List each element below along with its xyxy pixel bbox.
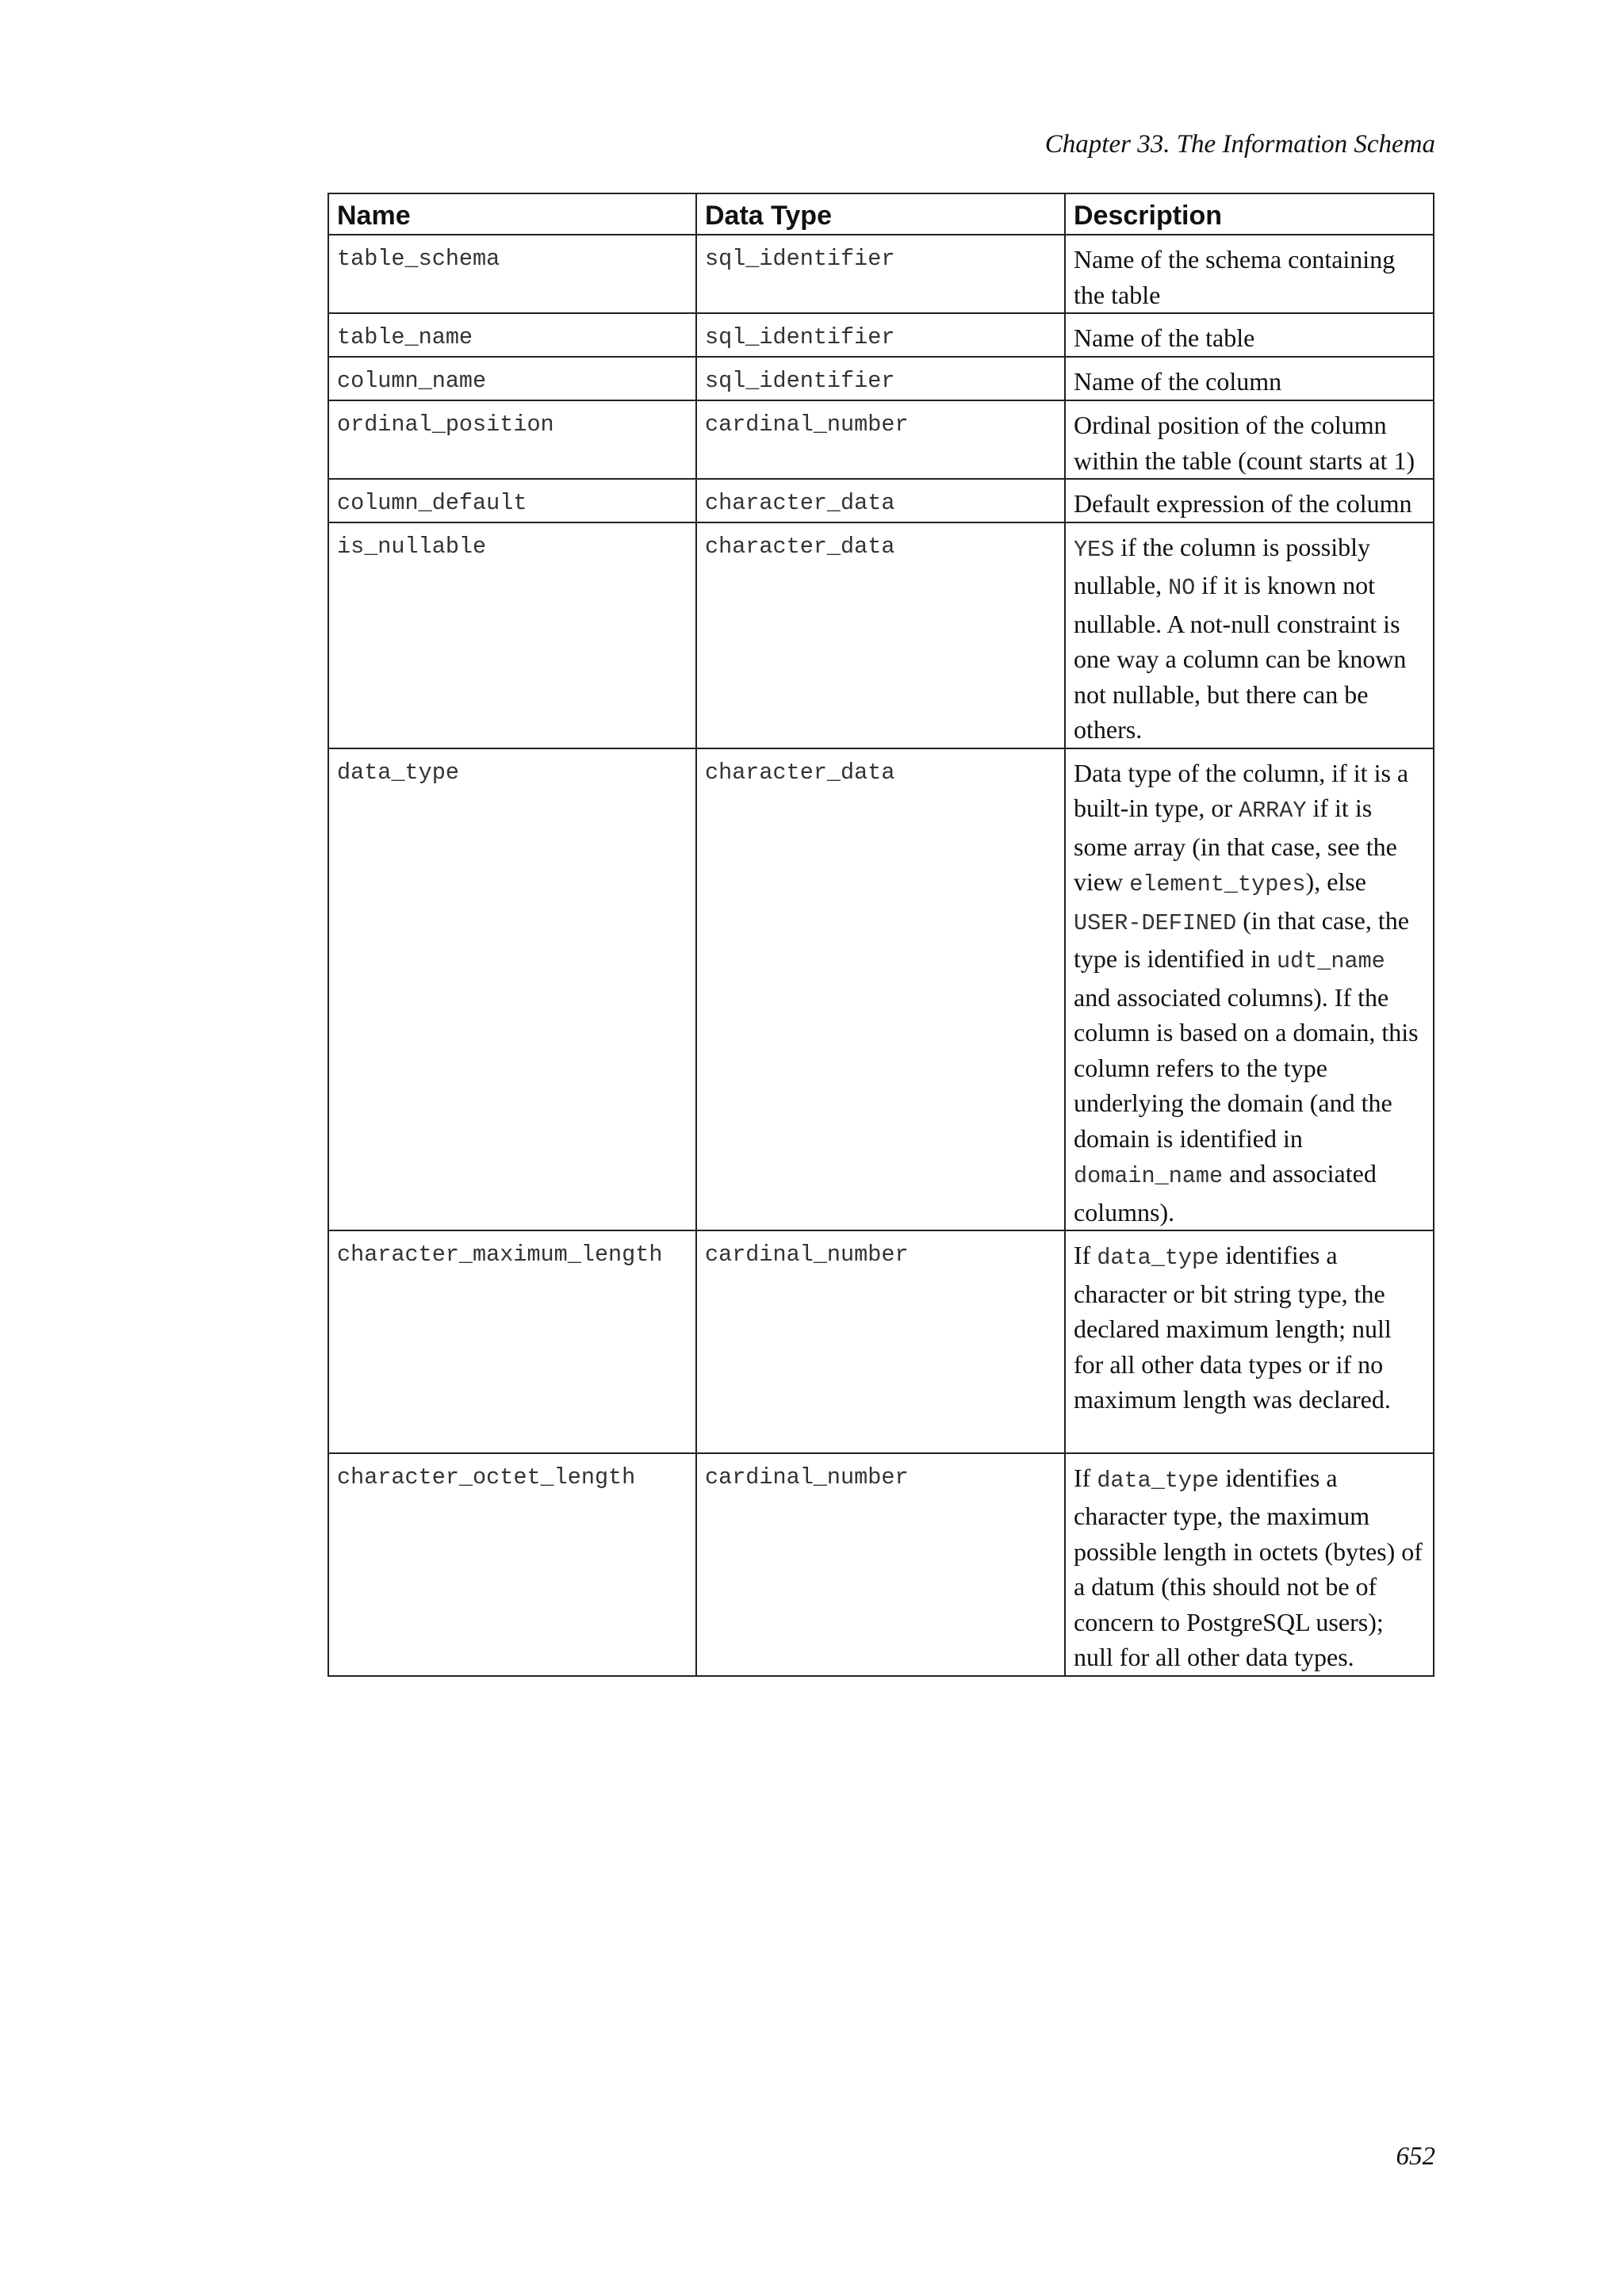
table-header-row: [328, 193, 1434, 235]
data-type-cell: cardinal_number: [696, 1453, 1065, 1676]
inline-code: NO: [1168, 575, 1196, 601]
table-row: [328, 1453, 1434, 1676]
description-cell: Name of the schema containing the table: [1065, 235, 1434, 313]
data-type-cell: sql_identifier: [696, 357, 1065, 400]
inline-code: ARRAY: [1238, 798, 1307, 824]
inline-code: element_types: [1129, 871, 1306, 897]
running-header: Chapter 33. The Information Schema: [1044, 130, 1435, 159]
table-row: [328, 479, 1434, 522]
column-name-cell: column_default: [328, 479, 696, 522]
table-row: [328, 522, 1434, 748]
column-name-cell: is_nullable: [328, 522, 696, 748]
column-name-cell: data_type: [328, 748, 696, 1231]
inline-code: udt_name: [1276, 948, 1385, 974]
column-name-cell: table_name: [328, 313, 696, 357]
column-name-cell: character_octet_length: [328, 1453, 696, 1676]
table-row: [328, 1230, 1434, 1453]
table-row: [328, 400, 1434, 479]
description-cell: Ordinal position of the column within the table (count starts at 1): [1065, 400, 1434, 479]
data-type-cell: character_data: [696, 479, 1065, 522]
header-data-type: Data Type: [696, 193, 1065, 235]
columns-table: [327, 193, 1434, 1677]
description-cell: Name of the column: [1065, 357, 1434, 400]
column-name-cell: table_schema: [328, 235, 696, 313]
inline-code: data_type: [1097, 1467, 1220, 1494]
description-cell: If data_type identifies a character or bit string type, the declared maximum length; null for all other data types or if no maximum length was declared.: [1065, 1230, 1434, 1453]
data-type-cell: character_data: [696, 748, 1065, 1231]
data-type-cell: cardinal_number: [696, 1230, 1065, 1453]
inline-code: domain_name: [1074, 1163, 1224, 1189]
table-row: [328, 357, 1434, 400]
data-type-cell: cardinal_number: [696, 400, 1065, 479]
description-cell: Name of the table: [1065, 313, 1434, 357]
inline-code: USER-DEFINED: [1074, 909, 1237, 936]
header-description: Description: [1065, 193, 1434, 235]
description-cell: Data type of the column, if it is a built-in type, or ARRAY if it is some array (in that case, see the view element_types), else USER-DEFINED (in that case, the type is identified in udt_name and associated columns). If the column is based on a domain, this column refers to the type underlying the domain (and the domain is identified in domain_name and associated columns).: [1065, 748, 1434, 1231]
column-name-cell: character_maximum_length: [328, 1230, 696, 1453]
data-type-cell: sql_identifier: [696, 235, 1065, 313]
header-name: Name: [328, 193, 696, 235]
table-row: [328, 748, 1434, 1231]
description-cell: YES if the column is possibly nullable, NO if it is known not nullable. A not-null constraint is one way a column can be known not nullable, but there can be others.: [1065, 522, 1434, 748]
description-cell: If data_type identifies a character type, the maximum possible length in octets (bytes) of a datum (this should not be of concern to PostgreSQL users); null for all other data types.: [1065, 1453, 1434, 1676]
data-type-cell: character_data: [696, 522, 1065, 748]
table-row: [328, 313, 1434, 357]
data-type-cell: sql_identifier: [696, 313, 1065, 357]
inline-code: YES: [1074, 536, 1115, 563]
inline-code: data_type: [1097, 1245, 1220, 1271]
description-cell: Default expression of the column: [1065, 479, 1434, 522]
page-number: 652: [1396, 2142, 1435, 2171]
column-name-cell: ordinal_position: [328, 400, 696, 479]
table-row: [328, 235, 1434, 313]
column-name-cell: column_name: [328, 357, 696, 400]
